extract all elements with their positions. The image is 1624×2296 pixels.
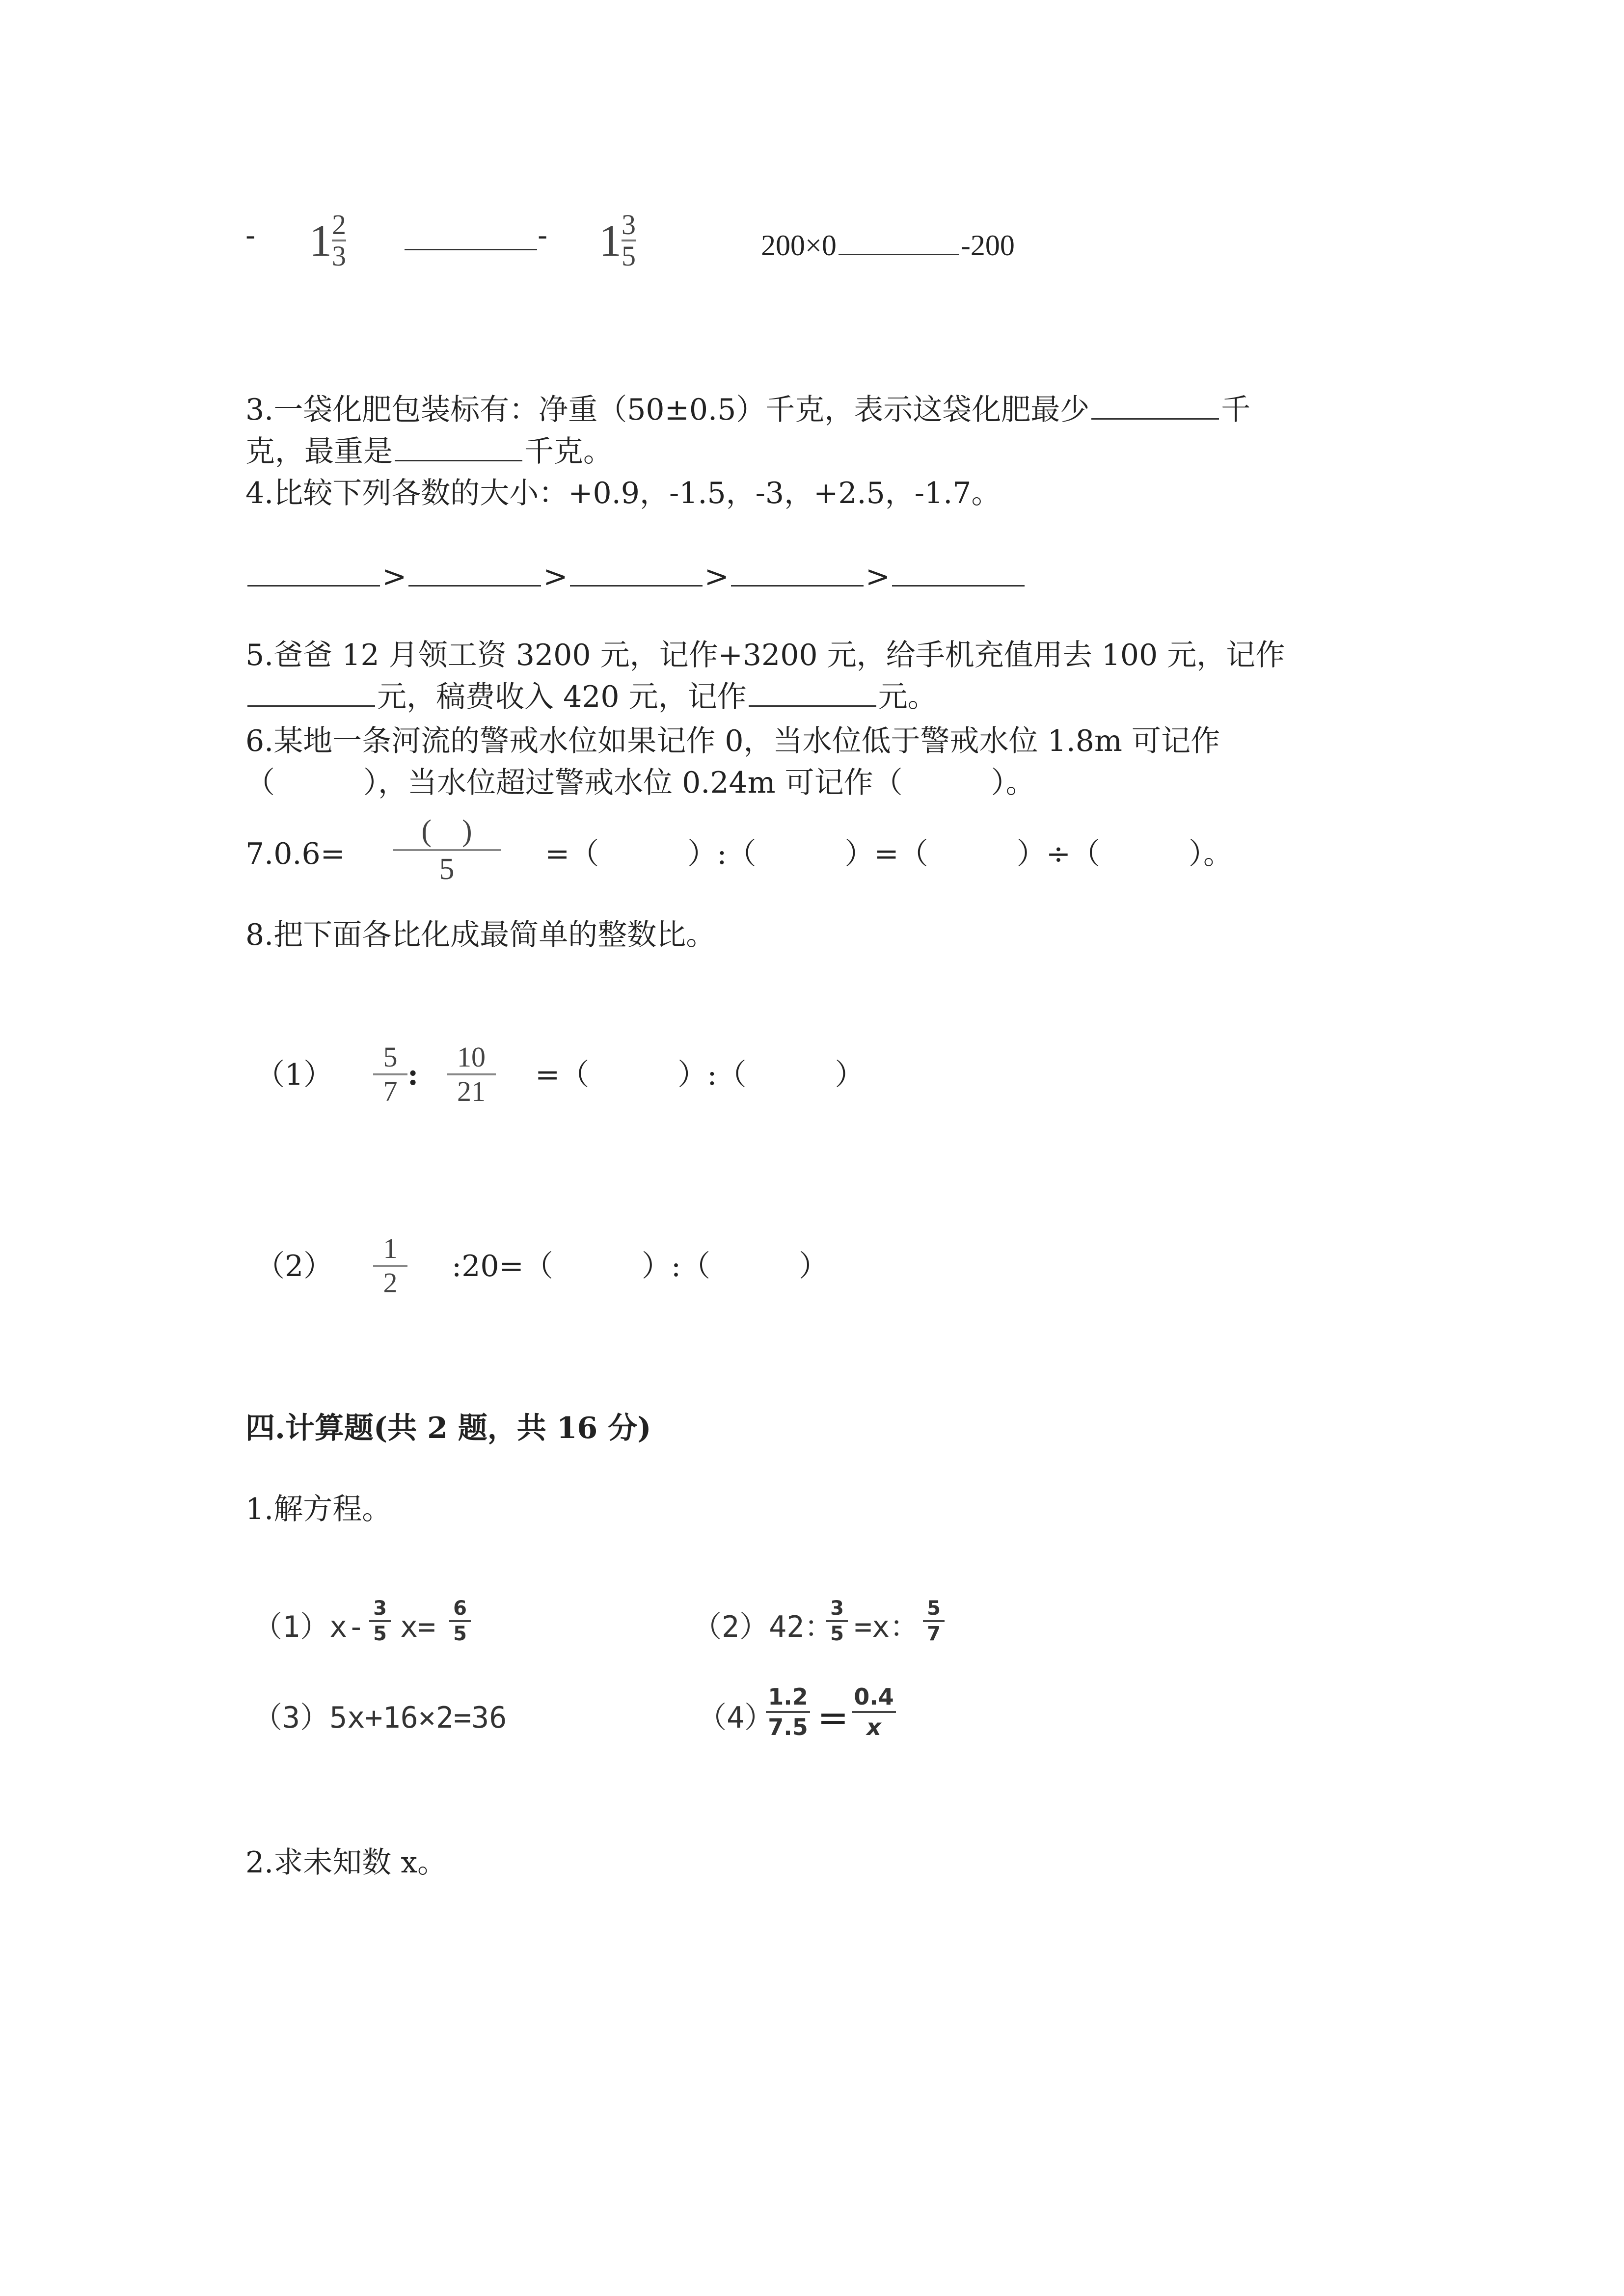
q7-prefix: 7.0.6= <box>245 837 345 871</box>
eq3: （3）5x+16×2=36 <box>253 1701 507 1735</box>
p1b-den: 21 <box>457 1075 486 1107</box>
q7-frac-den: 5 <box>439 853 455 886</box>
eq1-f2-den: 5 <box>453 1623 467 1645</box>
eq4-f2-den: x <box>866 1714 881 1740</box>
q5-blank-2[interactable] <box>749 686 876 707</box>
gt-1: > <box>382 560 407 594</box>
q8-text: 8.把下面各比化成最简单的整数比。 <box>245 918 716 952</box>
q3-blank-2[interactable] <box>395 440 522 461</box>
eq4-label: （4） <box>697 1701 774 1735</box>
eq4-f2-num: 0.4 <box>854 1683 894 1710</box>
section-4-q1: 1.解方程。 <box>245 1492 392 1526</box>
q8-p1-frac-a <box>373 1043 407 1106</box>
eq2-mid: =x： <box>854 1610 920 1644</box>
section-4-q2: 2.求未知数 x。 <box>245 1845 447 1880</box>
eq2-frac-2 <box>923 1598 945 1645</box>
expr-right: -200 <box>960 229 1015 262</box>
q3-line-1 <box>245 390 1250 429</box>
q4-text: 4.比较下列各数的大小：+0.9，-1.5，-3，+2.5，-1.7。 <box>245 476 1001 510</box>
q7-fraction <box>393 815 501 885</box>
eq4-frac-2 <box>852 1683 896 1740</box>
q2-mixed-number-2 <box>599 211 636 270</box>
q5-line-2 <box>245 677 937 717</box>
q8-p1-label: （1） <box>255 1058 333 1092</box>
q8-p1-colon: : <box>407 1058 419 1092</box>
section-4-heading: 四.计算题(共 2 题，共 16 分) <box>245 1411 651 1445</box>
mixed1-den: 3 <box>332 240 346 272</box>
q8-p1-rest: =（ ）:（ ） <box>535 1058 865 1092</box>
expr-left: 200×0 <box>761 229 837 262</box>
q6-line-1: 6.某地一条河流的警戒水位如果记作 0，当水位低于警戒水位 1.8m 可记作 <box>245 724 1220 758</box>
q2-minus-1: - <box>245 218 256 253</box>
q5-blank-1[interactable] <box>247 686 375 707</box>
q4-blank-2[interactable] <box>408 565 541 587</box>
q8-p2-rest: :20=（ ）:（ ） <box>452 1249 829 1283</box>
q8-p2-label: （2） <box>255 1249 333 1283</box>
p1a-den: 7 <box>383 1075 398 1107</box>
q4-blank-1[interactable] <box>247 565 380 587</box>
q4-blank-3[interactable] <box>570 565 703 587</box>
q2-blank-2[interactable] <box>839 234 959 255</box>
q2-minus-2: - <box>538 218 548 253</box>
eq1-f1-num: 3 <box>373 1597 387 1620</box>
p1b-num: 10 <box>457 1041 486 1073</box>
eq2-f2-num: 5 <box>927 1597 941 1620</box>
mixed2-den: 5 <box>622 240 636 272</box>
eq1-mid: x= <box>400 1610 436 1644</box>
mixed2-whole: 1 <box>599 215 622 266</box>
eq2-f2-den: 7 <box>927 1623 941 1645</box>
eq4-f1-num: 1.2 <box>768 1683 808 1710</box>
q4-blank-4[interactable] <box>731 565 864 587</box>
q2-expression <box>761 226 1015 265</box>
mixed1-whole: 1 <box>309 215 332 266</box>
q3-text-1b: 千 <box>1221 393 1251 427</box>
q3-line-2 <box>245 432 613 471</box>
q2-blank-1[interactable] <box>403 221 539 260</box>
eq1-label: （1）x- <box>253 1610 365 1644</box>
q6-line-2: （ ），当水位超过警戒水位 0.24m 可记作（ ）。 <box>245 766 1035 800</box>
mixed1-num: 2 <box>332 209 346 240</box>
eq4-frac-1 <box>766 1683 810 1740</box>
eq1-frac-2 <box>449 1598 471 1645</box>
q4-answer-line <box>245 557 1027 596</box>
q5-text-2: 元，稿费收入 420 元，记作 <box>377 680 747 714</box>
q2-mixed-number-1 <box>309 211 346 270</box>
gt-2: > <box>543 560 568 594</box>
eq2-label: （2）42： <box>692 1610 834 1644</box>
eq1-f2-num: 6 <box>453 1597 467 1620</box>
gt-3: > <box>704 560 729 594</box>
q3-text-1: 3.一袋化肥包装标有：净重（50±0.5）千克，表示这袋化肥最少 <box>245 393 1090 427</box>
p2-den: 2 <box>383 1267 398 1299</box>
q5-line-1: 5.爸爸 12 月领工资 3200 元，记作+3200 元，给手机充值用去 100 元，记作 <box>245 638 1285 672</box>
eq1-f1-den: 5 <box>373 1623 387 1645</box>
p2-num: 1 <box>383 1232 398 1264</box>
mixed2-num: 3 <box>622 209 636 240</box>
p1a-num: 5 <box>383 1041 398 1073</box>
q3-blank-1[interactable] <box>1091 399 1219 420</box>
q5-text-2b: 元。 <box>878 680 937 714</box>
eq4-f1-den: 7.5 <box>768 1714 808 1740</box>
eq2-f1-den: 5 <box>830 1623 844 1645</box>
q4-blank-5[interactable] <box>892 565 1025 587</box>
eq1-frac-1 <box>369 1598 391 1645</box>
q7-frac-num[interactable]: ( ) <box>421 814 472 848</box>
gt-4: > <box>865 560 891 594</box>
q8-p2-frac <box>373 1234 407 1297</box>
q7-rest: =（ ）:（ ）=（ ）÷（ ）。 <box>545 837 1233 871</box>
q3-text-2: 克，最重是 <box>245 434 393 469</box>
eq2-frac-1 <box>826 1598 848 1645</box>
q8-p1-frac-b <box>447 1043 496 1106</box>
q3-text-2b: 千克。 <box>524 434 613 469</box>
eq2-f1-num: 3 <box>830 1597 844 1620</box>
eq4-equals: = <box>817 1696 849 1739</box>
